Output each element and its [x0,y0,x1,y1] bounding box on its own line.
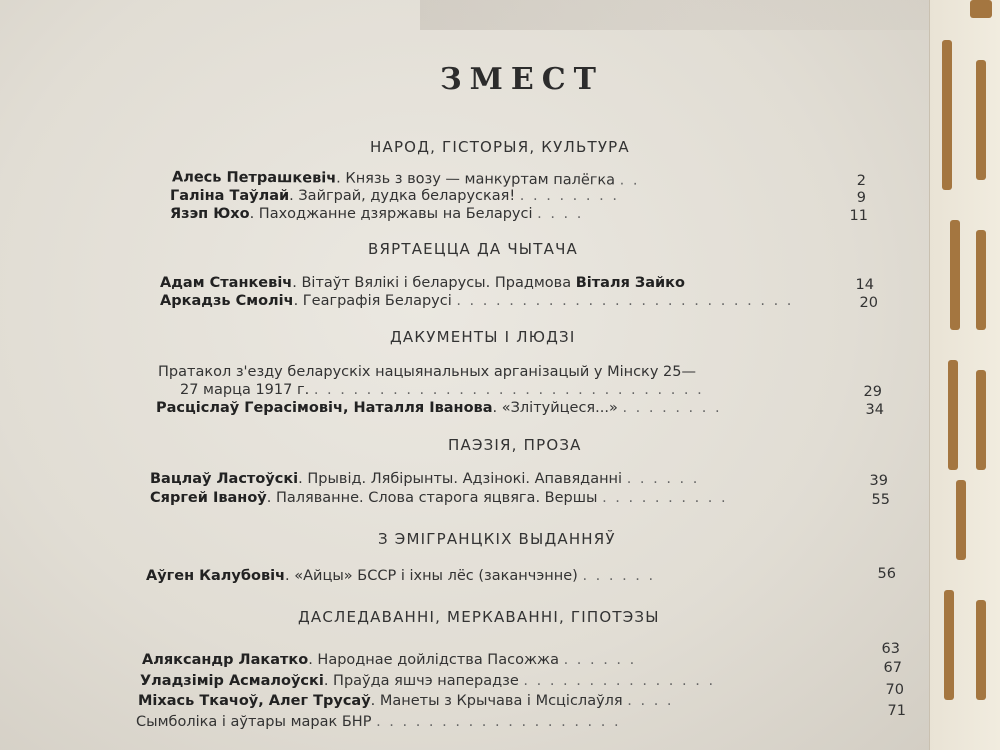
entry-title: . Прывід. Лябірынты. Адзінокі. Апавяданні [298,471,623,487]
entry-author: Галіна Таўлай [170,188,290,204]
facing-page-edge [929,0,1000,750]
section-heading: ПАЭЗІЯ, ПРОЗА [448,436,582,454]
toc-entry: Аркадзь Смоліч. Геаграфія Беларусі . . . . . . . . . . . . . . . . . . . . . . . . . . [160,293,794,309]
page-number: 29 [863,384,882,400]
entry-author: Міхась Ткачоў, Алег Трусаў [138,693,371,709]
entry-title: . Манеты з Крычава і Мсціслаўля [370,693,623,709]
toc-entry: Міхась Ткачоў, Алег Трусаў. Манеты з Крычава і Мсціслаўля . . . . [138,693,674,709]
entry-title: . Геаграфія Беларусі [293,293,452,309]
entry-author-2: Віталя Зайко [575,275,685,291]
page-number: 2 [856,173,866,189]
toc-entry: Уладзімір Асмалоўскі. Праўда яшчэ наперадзе . . . . . . . . . . . . . . . [140,673,716,689]
page-number: 63 [881,641,900,657]
entry-title: . Праўда яшчэ наперадзе [323,673,519,689]
entry-author: Уладзімір Асмалоўскі [140,673,324,689]
entry-author: Вацлаў Ластоўскі [150,471,299,487]
ornament-letters-icon [930,0,1000,750]
page-number: 34 [865,402,884,418]
toc-entry: Сымболіка і аўтары марак БНР . . . . . . . . . . . . . . . . . . . [136,714,621,730]
section-heading: З ЭМІГРАНЦКІХ ВЫДАННЯЎ [378,530,616,548]
toc-entry-continuation: 27 марца 1917 г. . . . . . . . . . . . . . . . . . . . . . . . . . . . . . . [180,382,704,398]
entry-title: Сымболіка і аўтары марак БНР [136,714,372,730]
toc-entry: Аляксандр Лакатко. Народнае дойлідства Пасожжа . . . . . . [142,652,637,668]
entry-author: Алесь Петрашкевіч [171,169,337,187]
entry-author: Аўген Калубовіч [146,568,286,584]
toc-entry: Галіна Таўлай. Зайграй, дудка беларуская! . . . . . . . . [170,188,619,204]
page-number: 20 [859,295,878,311]
entry-title: . Паляванне. Слова старога яцвяга. Вершы [266,490,598,506]
entry-title: . Вітаўт Вялікі і беларусы. Прадмова [292,275,576,291]
entry-title: . «Злітуйцеся...» [492,400,618,416]
toc-entry [160,275,685,291]
page-number: 67 [883,660,902,676]
entry-author: Язэп Юхо [170,206,250,222]
entry-author: Аркадзь Смоліч [160,293,294,309]
toc-entry: Язэп Юхо. Паходжанне дзяржавы на Беларусі . . . . [170,206,584,222]
entry-author: Расціслаў Герасімовіч, Наталля Іванова [156,400,493,416]
page-number: 55 [871,492,890,508]
page-number: 14 [855,277,874,293]
entry-title: . Князь з возу — манкуртам палёгка [336,170,616,189]
entry-author: Сяргей Іваноў [150,490,267,506]
entry-title: . «Айцы» БССР і іхны лёс (заканчэнне) [285,568,578,584]
page-number: 9 [856,190,866,206]
entry-title: . Зайграй, дудка беларуская! [289,188,516,204]
section-heading: ВЯРТАЕЦЦА ДА ЧЫТАЧА [368,240,579,258]
entry-title: Пратакол з'езду беларускіх нацыянальных арганізацый у Мінску 25— [158,364,696,380]
entry-author: Адам Станкевіч [160,275,293,291]
page-title: ЗМЕСТ [440,62,604,97]
toc-entry: Вацлаў Ластоўскі. Прывід. Лябірынты. Адзінокі. Апавяданні . . . . . . [150,471,700,487]
toc-entry [158,364,696,380]
entry-title: . Паходжанне дзяржавы на Беларусі [249,206,533,222]
page-number: 56 [877,566,896,582]
page-number: 70 [885,682,904,698]
section-heading: НАРОД, ГІСТОРЫЯ, КУЛЬТУРА [370,138,630,156]
page-number: 11 [849,208,868,224]
entry-author: Аляксандр Лакатко [142,652,309,668]
entry-title: 27 марца 1917 г. [180,382,310,398]
page-number: 71 [887,703,906,719]
toc-entry: Алесь Петрашкевіч. Князь з возу — манкуртам палёгка . . [171,169,640,189]
section-heading: ДАКУМЕНТЫ І ЛЮДЗІ [390,328,576,346]
entry-title: . Народнае дойлідства Пасожжа [308,652,559,668]
toc-entry: Аўген Калубовіч. «Айцы» БССР і іхны лёс (заканчэнне) . . . . . . [146,568,656,584]
section-heading: ДАСЛЕДАВАННІ, МЕРКАВАННІ, ГІПОТЭЗЫ [298,608,660,626]
toc-entry: Сяргей Іваноў. Паляванне. Слова старога яцвяга. Вершы . . . . . . . . . . [150,490,728,506]
bleed-through-text [420,0,940,30]
page-number: 39 [869,473,888,489]
toc-entry: Расціслаў Герасімовіч, Наталля Іванова. «Злітуйцеся...» . . . . . . . . [156,400,722,416]
